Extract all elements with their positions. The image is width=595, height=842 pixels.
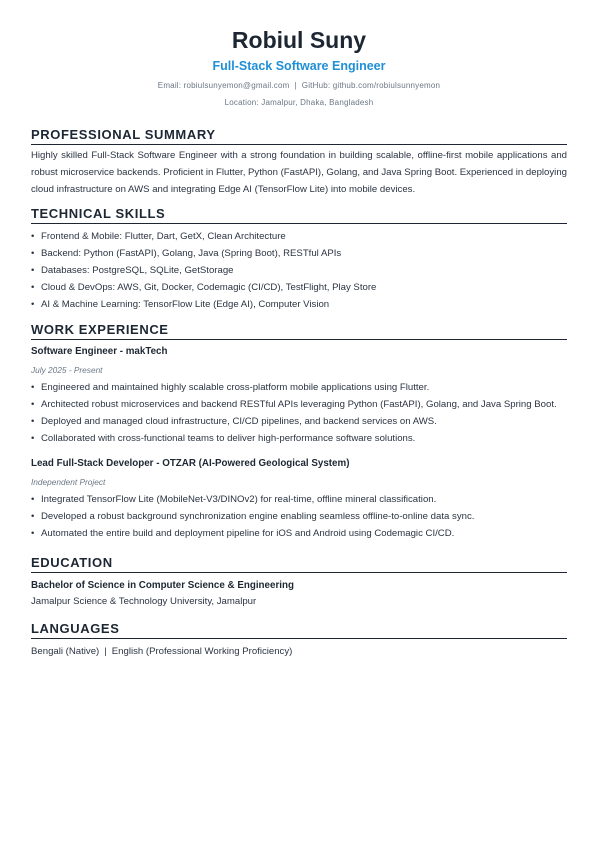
job-entry xyxy=(31,458,567,542)
github-text[interactable]: GitHub: github.com/robiulsunnyemon xyxy=(301,81,441,90)
job-title: Software Engineer - makTech xyxy=(31,346,168,357)
list-item: • AI & Machine Learning: TensorFlow Lite (Edge AI), Computer Vision xyxy=(31,296,567,313)
bullet-icon: • xyxy=(31,382,35,393)
bullet-icon: • xyxy=(31,231,35,242)
job-dates: July 2025 - Present xyxy=(31,365,103,375)
list-item: • Integrated TensorFlow Lite (MobileNet-V3/DINOv2) for real-time, offline mineral classification. xyxy=(31,491,567,508)
list-item: • Cloud & DevOps: AWS, Git, Docker, Codemagic (CI/CD), TestFlight, Play Store xyxy=(31,279,567,296)
bullet-icon: • xyxy=(31,399,35,410)
list-item: • Deployed and managed cloud infrastructure, CI/CD pipelines, and backend services on AWS. xyxy=(31,413,567,430)
location-text: Location: Jamalpur, Dhaka, Bangladesh xyxy=(224,98,374,107)
skills-heading: TECHNICAL SKILLS xyxy=(31,206,567,224)
education-heading: EDUCATION xyxy=(31,555,567,573)
language-first: Bengali (Native) xyxy=(31,646,100,657)
experience-section xyxy=(31,322,567,542)
skills-section xyxy=(31,206,567,313)
languages-line xyxy=(31,646,567,658)
bullet-icon: • xyxy=(31,282,35,293)
candidate-headline: Full-Stack Software Engineer xyxy=(212,59,386,73)
resume-page xyxy=(31,27,567,658)
experience-heading: WORK EXPERIENCE xyxy=(31,322,567,340)
list-item: • Collaborated with cross-functional teams to deliver high-performance software solutions. xyxy=(31,430,567,447)
list-item: • Engineered and maintained highly scalable cross-platform mobile applications using Flutter. xyxy=(31,379,567,396)
bullet-icon: • xyxy=(31,416,35,427)
degree-title: Bachelor of Science in Computer Science & Engineering xyxy=(31,580,294,591)
bullet-icon: • xyxy=(31,433,35,444)
bullet-icon: • xyxy=(31,494,35,505)
list-item: • Frontend & Mobile: Flutter, Dart, GetX, Clean Architecture xyxy=(31,228,567,245)
job-points xyxy=(31,491,567,542)
language-second: English (Professional Working Proficiency) xyxy=(111,646,293,657)
contact-line xyxy=(31,81,567,91)
list-item: • Developed a robust background synchronization engine enabling seamless offline-to-online data sync. xyxy=(31,508,567,525)
email-text[interactable]: Email: robiulsunyemon@gmail.com xyxy=(157,81,290,90)
education-section xyxy=(31,555,567,608)
resume-header xyxy=(31,27,567,108)
contact-separator: | xyxy=(294,81,297,90)
bullet-icon: • xyxy=(31,265,35,276)
summary-text: Highly skilled Full-Stack Software Engineer with a strong foundation in building scalable, offline-first mobile applications and robust microservice backends. Proficient in Flutter, Python (FastAPI), Golang, and Java Spring Boot. Experienced in deploying cloud infrastructure on AWS and integrating Edge AI (TensorFlow Lite) into mobile devices. xyxy=(31,150,567,195)
list-item: • Databases: PostgreSQL, SQLite, GetStorage xyxy=(31,262,567,279)
job-points xyxy=(31,379,567,447)
summary-heading: PROFESSIONAL SUMMARY xyxy=(31,127,567,145)
list-item: • Architected robust microservices and backend RESTful APIs leveraging Python (FastAPI), Golang, and Java Spring Boot. xyxy=(31,396,567,413)
list-item: • Automated the entire build and deployment pipeline for iOS and Android using Codemagic CI/CD. xyxy=(31,525,567,542)
bullet-icon: • xyxy=(31,511,35,522)
bullet-icon: • xyxy=(31,299,35,310)
languages-heading: LANGUAGES xyxy=(31,621,567,639)
skills-list xyxy=(31,228,567,313)
language-separator: | xyxy=(104,646,107,657)
candidate-name: Robiul Suny xyxy=(231,27,367,53)
languages-section xyxy=(31,621,567,658)
bullet-icon: • xyxy=(31,528,35,539)
school-name: Jamalpur Science & Technology University, Jamalpur xyxy=(31,596,257,607)
summary-section xyxy=(31,127,567,198)
list-item: • Backend: Python (FastAPI), Golang, Java (Spring Boot), RESTful APIs xyxy=(31,245,567,262)
job-dates: Independent Project xyxy=(31,477,106,487)
job-entry xyxy=(31,346,567,447)
bullet-icon: • xyxy=(31,248,35,259)
job-title: Lead Full-Stack Developer - OTZAR (AI-Powered Geological System) xyxy=(31,458,350,469)
